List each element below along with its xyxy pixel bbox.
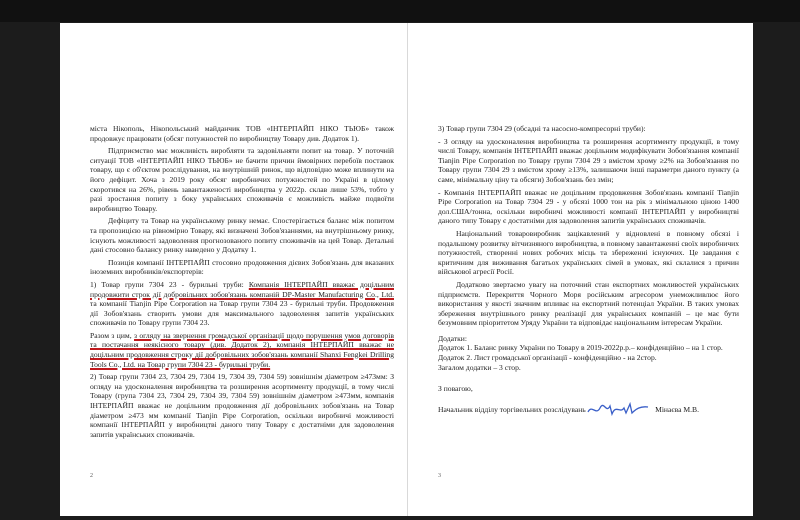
attachments [438, 334, 739, 372]
attachment-line: Додаток 2. Лист громадської організації - конфіденційно - на 2стор. [438, 353, 657, 363]
paragraph: Національний товаровиробник зацікавлений у відновлені в повному обсязі і подальшому розвитку вітчизняного виробництва, в повному завантаженні своїх виробничих потужностей, створенні нових робочих місць та збереженні існуючих. Це завдання є критичним для виживання багатьох українських сімей в умовах, які склалися з причин військової агресії Росії. [438, 228, 739, 277]
viewer-top-bar [0, 0, 800, 22]
item-prefix: Разом з цим, [90, 330, 134, 340]
signer-name: Мінаєва М.В. [655, 404, 699, 414]
paragraph: Додатково звертаємо увагу на поточний стан експортних можливостей українських підприємств. Перекриття Чорного Моря російським агресором унеможливлює його використання у якості значним впливає на експортний потенціал України. В таких умовах збереження внутрішнього ринку реалізації для українських компаній – це має бути безумовним пріоритетом Уряду України та відповідає національним інтересам України. [438, 279, 739, 328]
attachment-line: Загалом додатки – 3 стор. [438, 362, 521, 372]
item-drill-pipes-exception [90, 331, 394, 369]
paragraph: Дефіциту та Товар на українському ринку немає. Спостерігається баланс між попитом та пропозицією на рівномірно Товару, які визначені Зобов'язаннями, на внутрішньому ринку, існують можливості задоволення прогнозованого попиту споживачів на цей Товар. Детальні дані стосовно балансу ринку наведено у Додатку 1. [90, 216, 394, 255]
document-spread [60, 23, 753, 516]
page-3 [408, 23, 753, 516]
paragraph: - Компанія ІНТЕРПАЙП вважає не доцільним продовження Зобов'язань компанії Tianjin Pipe Corporation на Товар 7304 29 - у обсязі 1000 тон на рік з мінімальною ціною 1400 дол.США/тонна, оскільки виробничі можливості компанії ІНТЕРПАЙП у виробництві даного типу Товару є достатніми для задоволення запитів українських споживачів. [438, 187, 739, 226]
item-prefix: 1) Товар групи 7304 23 - бурильні труби: [90, 279, 249, 289]
page-number: 2 [90, 473, 93, 480]
paragraph: Підприємство має можливість виробляти та задовільняти попит на товар. У поточній ситуації ТОВ «ІНТЕРПАЙП НІКО ТЬЮБ» не бачити причин ймовірних перебоїв поставок товару, що є об'єктом розслідування, на внутрішній ринок, що відповідно може вплинути на його дефіцит. Хоча з 2019 року обсяг виробничих потужностей по Україні в цілому скоротився на 26%, рівень завантаженості виробництва у 2022р. склав лише 53%, тобто у разі зростання попиту з боку українських споживачів є можливість майже подвоїти виробництво Товару. [90, 146, 394, 213]
item-drill-pipes [90, 280, 394, 328]
paragraph: 3) Товар групи 7304 29 (обсадні та насосно-компресорні труби): [438, 124, 646, 133]
highlighted-text: з огляду на звернення громадської організації щодо порушення умов договорів та постачання неякісного товару (див. Додаток 2), компанія ІНТЕРПАЙП вважає не доцільним продовження строку дії добровільних зобов'язань компанії Shanxi Fengkei Drilling Tools Co., Ltd. на Товар групи 7304 23 - бурильні труби. [90, 330, 394, 369]
signature-image [586, 400, 650, 418]
page-2 [60, 23, 408, 516]
signer-title: Начальник відділу торгівельних розслідувань [438, 404, 586, 414]
item-large-diameter: 2) Товар групи 7304 23, 7304 29, 7304 19, 7304 39, 7304 59) зовнішнім діаметром ≥473мм: З огляду на удосконалення виробництва та розширення асортименту продукції, в тому числі Товару (група 7304 23, 7304 29, 7304 39, 7304 59) зовнішнім діаметром ≥473мм, компанія ІНТЕРПАЙП вважає не доцільним продовження дії добровільних зобов'язань на Товар діаметром ≥473 мм компанії Tianjin Pipe Corporation, оскільки виробничі можливості компанії ІНТЕРПАЙП у виробництві даного типу Товару є достатніми для задоволення запитів українських споживачів. [90, 372, 394, 439]
signature-block [438, 402, 739, 418]
paragraph: - З огляду на удосконалення виробництва та розширення асортименту продукції, в тому числі Товару, компанія ІНТЕРПАЙП вважає доцільним модифікувати Зобов'язання компанії Tianjin Pipe Corporation по Товару групи 7304 29 з вмістом хрому ≥2% на Зобов'язання по Товару групи 7304 29 з вмістом хрому ≥13%, залишаючи інші параметри даного пункту (а саме, мінімальну ціну та обсяги) Зобов'язань без змін; [438, 136, 739, 184]
attachment-line: Додаток 1. Баланс ринку України по Товару в 2019-2022р.р.– конфіденційно – на 1 стор. [438, 343, 723, 353]
closing: З повагою, [438, 384, 473, 394]
attachments-title: Додатки: [438, 333, 467, 343]
paragraph: міста Нікополь, Нікопольський майданчик ТОВ «ІНТЕРПАЙП НІКО ТЬЮБ» також продовжує працювати (обсяг потужностей по виробництву Товару див. Додаток 1). [90, 124, 394, 143]
page-number: 3 [438, 473, 441, 480]
paragraph: Позиція компанії ІНТЕРПАЙП стосовно продовження дієвих Зобов'язань для вказаних іноземних виробників/експортерів: [90, 257, 394, 277]
highlighted-text: Компанія ІНТЕРПАЙП вважає доцільним продовжити строк дії добровільних зобов'язань компаній DP-Master Manufacturing Co., Ltd. [90, 279, 394, 299]
item-rest: та компанії Tianjin Pipe Corporation на Товар групи 7304 23 - бурильні труби. Продовження дії Зобов'язань створить умови для максимального задоволення запитів українських споживачів по Товару групи 7304 23. [90, 299, 394, 328]
